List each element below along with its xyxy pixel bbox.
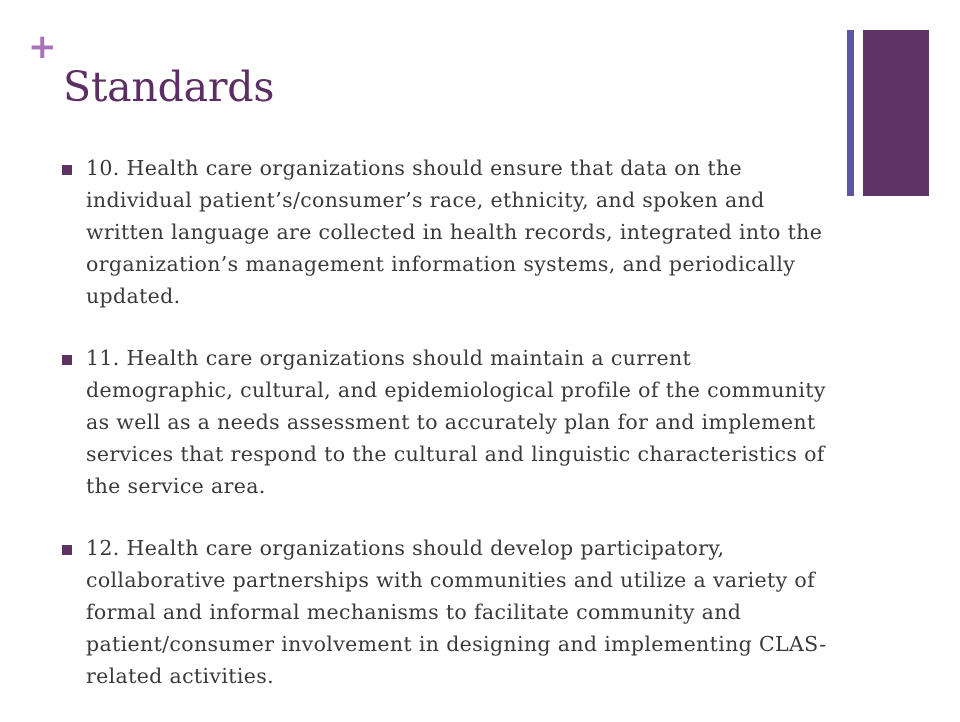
plus-icon: + [28, 27, 57, 67]
decorative-thin-bar [847, 30, 854, 196]
bullet-list [62, 152, 832, 722]
square-bullet-icon [62, 355, 72, 365]
bullet-text: 11. Health care organizations should maintain a current demographic, cultural, and epidemiological profile of the community as well as a needs assessment to accurately plan for and implement services that respond to the cultural and linguistic characteristics of the service area. [86, 346, 826, 498]
bullet-text: 10. Health care organizations should ensure that data on the individual patient’s/consumer’s race, ethnicity, and spoken and written language are collected in health records, integrated into the organization’s management information systems, and periodically updated. [86, 156, 823, 308]
square-bullet-icon [62, 165, 72, 175]
bullet-item-standard-12 [62, 532, 832, 692]
slide-title: Standards [63, 63, 275, 111]
decorative-thick-bar [863, 30, 929, 196]
square-bullet-icon [62, 545, 72, 555]
bullet-text: 12. Health care organizations should develop participatory, collaborative partnerships with communities and utilize a variety of formal and informal mechanisms to facilitate community and patient/consumer involvement in designing and implementing CLAS-related activities. [86, 536, 827, 688]
bullet-item-standard-10 [62, 152, 832, 312]
bullet-item-standard-11 [62, 342, 832, 502]
